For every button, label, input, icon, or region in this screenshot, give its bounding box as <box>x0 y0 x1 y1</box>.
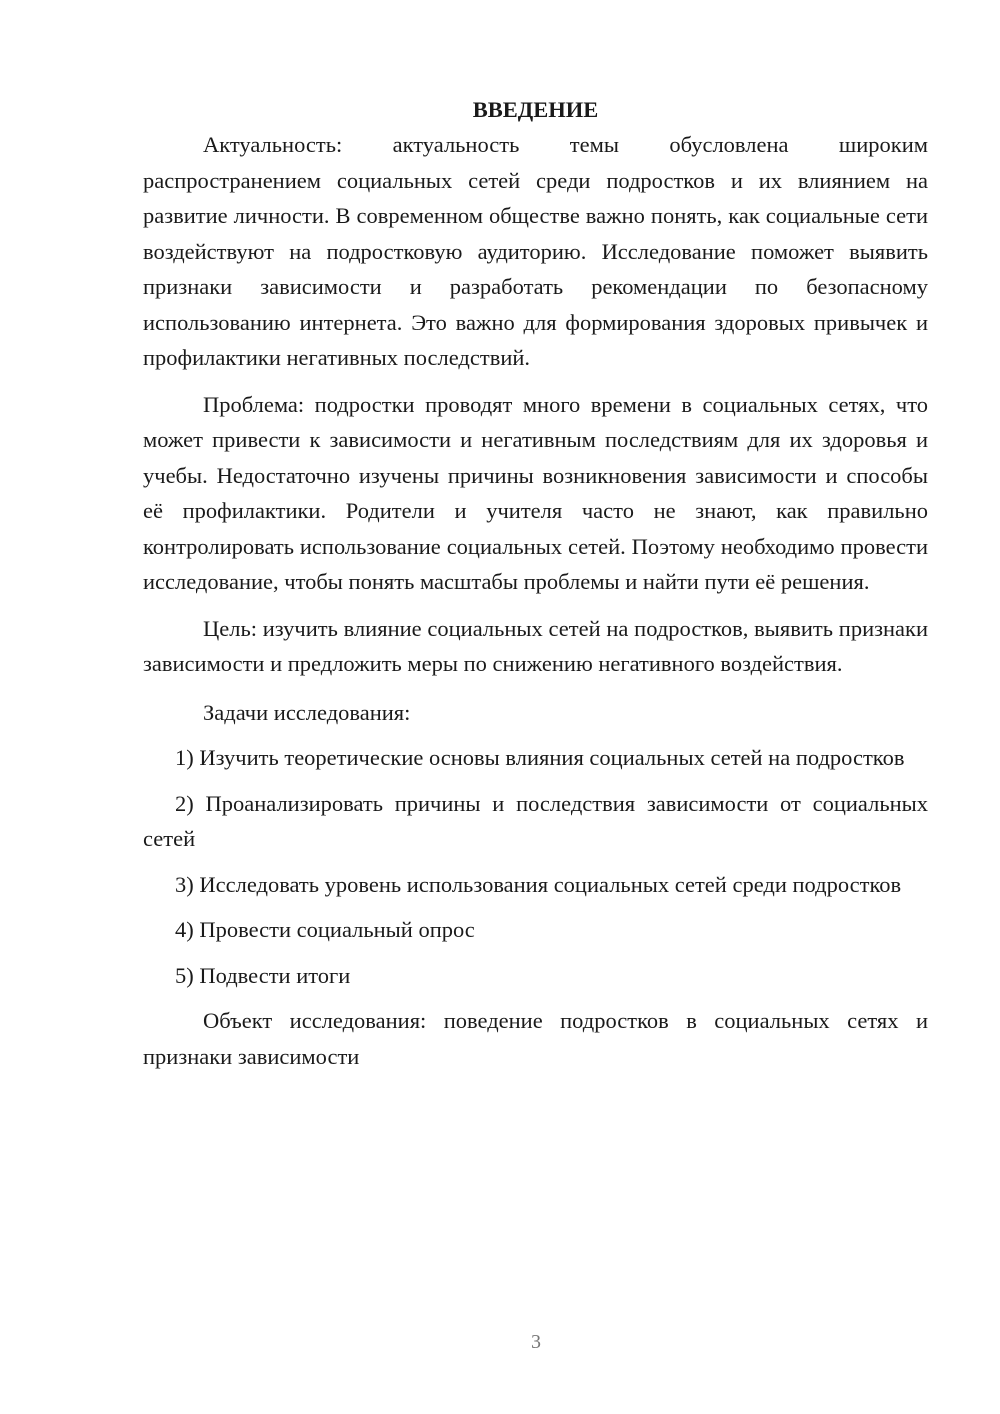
goal-paragraph: Цель: изучить влияние социальных сетей на подростков, выявить признаки зависимости и предложить меры по снижению негативного воздействия. <box>143 615 928 676</box>
relevance-paragraph: Актуальность: актуальность темы обусловлена широким распространением социальных сетей среди подростков и их влиянием на развитие личности. В современном обществе важно понять, как социальные сети воздействуют на подростковую аудиторию. Исследование поможет выявить признаки зависимости и разработать рекомендации по безопасному использованию интернета. Это важно для формирования здоровых привычек и профилактики негативных последствий. <box>143 132 928 370</box>
problem-paragraph: Проблема: подростки проводят много времени в социальных сетях, что может привести к зависимости и негативным последствиям для их здоровья и учебы. Недостаточно изучены причины возникновения зависимости и способы её профилактики. Родители и учителя часто не знают, как правильно контролировать использование социальных сетей. Поэтому необходимо провести исследование, чтобы понять масштабы проблемы и найти пути её решения. <box>143 391 928 594</box>
tasks-list <box>143 740 928 993</box>
tasks-heading: Задачи исследования: <box>203 699 411 725</box>
page-content <box>143 92 928 1074</box>
page-title: ВВЕДЕНИЕ <box>472 97 599 122</box>
task-item: 5) Подвести итоги <box>175 962 351 988</box>
task-item: 2) Проанализировать причины и последствия зависимости от социальных сетей <box>143 790 928 851</box>
task-item: 1) Изучить теоретические основы влияния социальных сетей на подростков <box>175 745 905 770</box>
object-paragraph: Объект исследования: поведение подростков в социальных сетях и признаки зависимости <box>143 1008 928 1069</box>
page-number: 3 <box>531 1331 541 1353</box>
task-item: 4) Провести социальный опрос <box>175 917 475 942</box>
task-item: 3) Исследовать уровень использования социальных сетей среди подростков <box>175 871 902 897</box>
